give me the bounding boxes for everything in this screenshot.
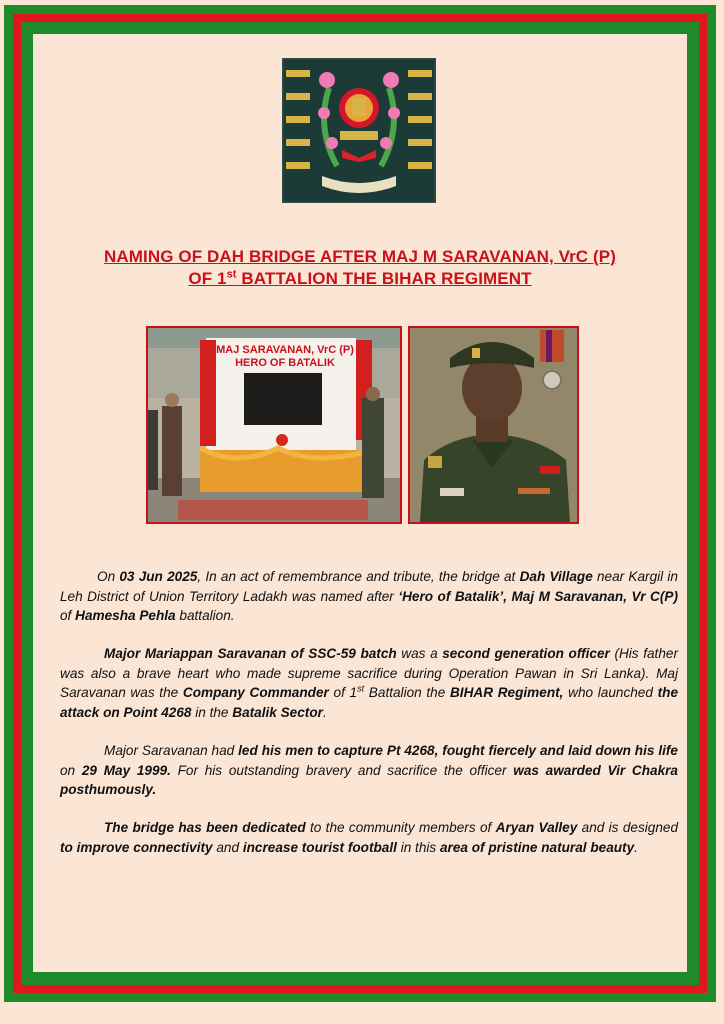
bridge-plaque-photo	[146, 326, 402, 524]
paragraph-4: The bridge has been dedicated to the community members of Aryan Valley and is designed to improve connectivity and increase tourist football in this area of pristine natural beauty.	[60, 820, 678, 855]
document-page	[33, 34, 687, 972]
officer-portrait-photo	[408, 326, 579, 524]
paragraph-2: Major Mariappan Saravanan of SSC-59 batch was a second generation officer (His father was also a brave heart who made supreme sacrifice during Operation Pawan in Sri Lanka). Maj Saravanan was the Company Commander of 1st Battalion the BIHAR Regiment, who launched the attack on Point 4268 in the Batalik Sector.	[60, 646, 679, 720]
title-line-2: OF 1st BATTALION THE BIHAR REGIMENT	[188, 268, 532, 288]
title-line-1: NAMING OF DAH BRIDGE AFTER MAJ M SARAVANAN, VrC (P)	[104, 247, 616, 266]
flag-emblem-icon	[282, 58, 436, 203]
paragraph-1: On 03 Jun 2025, In an act of remembrance and tribute, the bridge at Dah Village near Kargil in Leh District of Union Territory Ladakh was named after ‘Hero of Batalik’, Maj M Saravanan, Vr C(P) of Hamesha Pehla battalion.	[60, 569, 678, 623]
regiment-flag-image	[282, 58, 436, 203]
banner-text: MAJ SARAVANAN, VrC (P) HERO OF BATALIK	[216, 344, 354, 369]
document-title	[33, 246, 687, 290]
paragraph-3: Major Saravanan had led his men to capture Pt 4268, fought fiercely and laid down his life on 29 May 1999. For his outstanding bravery and sacrifice the officer was awarded Vir Chakra posthumously.	[60, 743, 678, 797]
